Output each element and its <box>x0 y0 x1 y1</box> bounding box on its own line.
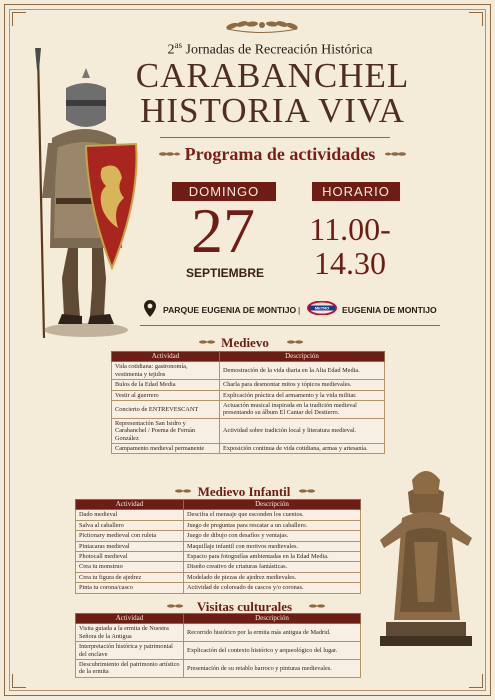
table-row <box>76 531 361 541</box>
time-label: HORARIO <box>312 182 400 201</box>
description-cell: Exposición continua de vida cotidiana, armas y artesanía. <box>220 444 385 454</box>
description-cell: Presentación de su retablo barroco y pinturas medievales. <box>184 660 361 678</box>
metro-icon <box>307 301 337 315</box>
activity-cell: Crea tu monstruo <box>76 562 184 572</box>
corner-ornament <box>469 674 483 688</box>
column-header: Actividad <box>76 614 184 624</box>
title-line-2: HISTORIA VIVA <box>140 91 405 130</box>
column-header: Actividad <box>76 500 184 510</box>
column-header: Actividad <box>112 352 220 362</box>
description-cell: Actividad sobre tradición local y literatura medieval. <box>220 418 385 443</box>
activity-cell: Dado medieval <box>76 510 184 520</box>
edition-number: 2 <box>167 42 175 58</box>
program-title: Programa de actividades <box>184 144 376 164</box>
description-cell: Descifra el mensaje que esconden los cuentos. <box>184 510 361 520</box>
table-row <box>112 390 385 400</box>
activity-cell: Visita guiada a la ermita de Nuestra Señora de la Antigua <box>76 624 184 642</box>
table-row <box>112 418 385 443</box>
laurel-icon <box>284 336 304 348</box>
table-row <box>76 660 361 678</box>
activity-cell: Concierto de ENTREVESCANT <box>112 401 220 419</box>
activity-cell: Pintacaras medieval <box>76 541 184 551</box>
table-row <box>112 444 385 454</box>
day-label: DOMINGO <box>172 182 276 201</box>
metro-station: EUGENIA DE MONTIJO <box>342 305 437 315</box>
description-cell: Demostración de la vida diaria en la Alta Edad Media. <box>220 362 385 380</box>
description-cell: Maquillaje infantil con motivos medievales. <box>184 541 361 551</box>
column-header: Descripción <box>184 614 361 624</box>
location-text: PARQUE EUGENIA DE MONTIJO <box>163 305 297 315</box>
table-row <box>76 552 361 562</box>
activity-cell: Descubrimiento del patrimonio artístico de la ermita <box>76 660 184 678</box>
metro-badge-text: METRO <box>314 305 330 311</box>
description-cell: Juego de dibujo con desafíos y ventajas. <box>184 531 361 541</box>
table-medievo <box>111 351 385 454</box>
column-header: Descripción <box>184 500 361 510</box>
section-title-infantil: Medievo Infantil <box>197 484 291 499</box>
table-row <box>76 520 361 530</box>
description-cell: Modelado de piezas de ajedrez medievales. <box>184 572 361 582</box>
column-header: Descripción <box>220 352 385 362</box>
section-title-medievo: Medievo <box>221 335 269 350</box>
corner-ornament <box>12 12 26 26</box>
table-row <box>76 541 361 551</box>
day-number: 27 <box>191 195 255 266</box>
divider <box>160 137 390 138</box>
activity-cell: Salva al caballero <box>76 520 184 530</box>
activity-cell: Representación San Isidro y Carabanchel / Poema de Fernán González <box>112 418 220 443</box>
description-cell: Juego de preguntas para rescatar a un caballero. <box>184 520 361 530</box>
description-cell: Actuación musical inspirada en la tradición medieval presentando su álbum El Cantar del Destierro. <box>220 401 385 419</box>
table-row <box>112 362 385 380</box>
description-cell: Explicación práctica del armamento y la vida militar. <box>220 390 385 400</box>
activity-cell: Crea tu figura de ajedrez <box>76 572 184 582</box>
activity-cell: Vestir al guerrero <box>112 390 220 400</box>
table-infantil <box>75 499 361 594</box>
description-cell: Actividad de coloreado de cascos y/o coronas. <box>184 583 361 593</box>
edition-text: Jornadas de Recreación Histórica <box>185 42 373 58</box>
description-cell: Explicación del contexto histórico y arqueológico del lugar. <box>184 642 361 660</box>
table-row <box>112 380 385 390</box>
activity-cell: Photocall medieval <box>76 552 184 562</box>
title-line-1: CARABANCHEL <box>135 56 410 95</box>
divider <box>140 325 440 326</box>
table-visitas <box>75 613 361 678</box>
table-row <box>76 562 361 572</box>
corner-ornament <box>12 674 26 688</box>
laurel-icon <box>385 147 407 161</box>
description-cell: Charla para desmontar mitos y tópicos medievales. <box>220 380 385 390</box>
activity-cell: Campamento medieval permanente <box>112 444 220 454</box>
activity-cell: Interpretación histórica y patrimonial del enclave <box>76 642 184 660</box>
table-row <box>112 401 385 419</box>
activity-cell: Pinta tu corona/casco <box>76 583 184 593</box>
location-separator: | <box>298 305 301 315</box>
table-row <box>76 510 361 520</box>
corner-ornament <box>469 12 483 26</box>
month: SEPTIEMBRE <box>185 266 264 280</box>
section-title-visitas: Visitas culturales <box>196 599 293 614</box>
activity-cell: Vida cotidiana: gastronomía, vestimenta y tejidos <box>112 362 220 380</box>
laurel-icon <box>306 600 326 612</box>
description-cell: Espacio para fotografías ambientadas en la Edad Media. <box>184 552 361 562</box>
edition-sup: as <box>174 40 182 50</box>
table-row <box>76 572 361 582</box>
table-row <box>76 583 361 593</box>
table-row <box>76 624 361 642</box>
time-start: 11.00- <box>309 211 391 247</box>
location-pin-icon <box>144 300 156 317</box>
knight-illustration <box>26 48 144 344</box>
description-cell: Recorrido histórico por la ermita más antigua de Madrid. <box>184 624 361 642</box>
laurel-icon <box>296 485 316 497</box>
description-cell: Diseño creativo de criaturas fantásticas. <box>184 562 361 572</box>
activity-cell: Pictionary medieval con ruleta <box>76 531 184 541</box>
statue-illustration <box>372 452 480 648</box>
time-end: 14.30 <box>314 245 386 281</box>
activity-cell: Bulos de la Edad Media <box>112 380 220 390</box>
laurel-icon <box>222 16 302 36</box>
table-row <box>76 642 361 660</box>
